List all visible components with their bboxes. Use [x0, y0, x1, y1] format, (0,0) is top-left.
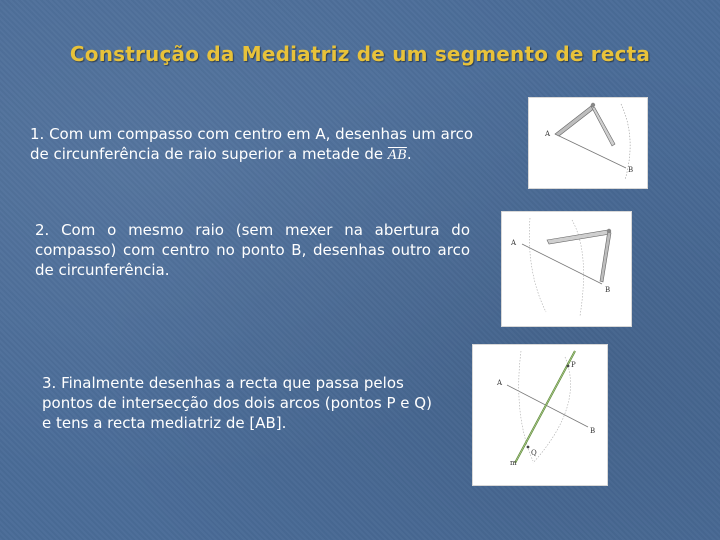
diagram-3-label-m: m [510, 459, 517, 467]
diagram-step-3 [472, 344, 608, 486]
diagram-step-1-svg [529, 98, 647, 188]
diagram-2-label-a: A [511, 239, 517, 247]
compass-leg-right [600, 230, 611, 282]
diagram-1-label-b: B [628, 166, 634, 174]
point-p [567, 365, 570, 368]
point-q [527, 446, 530, 449]
diagram-step-2-svg [502, 212, 631, 326]
diagram-step-2 [501, 211, 632, 327]
compass-leg-left [555, 106, 595, 136]
step-1-text [30, 124, 510, 166]
slide-title: Construção da Mediatriz de um segmento de recta [69, 42, 651, 66]
diagram-3-label-a: A [497, 379, 503, 387]
step-1-line-2-prefix: de circunferência de raio superior a metade de [30, 145, 384, 163]
diagram-3-label-q: Q [531, 449, 537, 457]
diagram-step-3-svg [473, 345, 607, 485]
step-1-line-2-suffix: . [406, 145, 412, 163]
arc-from-b [529, 218, 546, 312]
perpendicular-bisector-highlight [515, 351, 575, 463]
segment-ab [507, 385, 588, 427]
diagram-3-label-b: B [590, 427, 596, 435]
arc-from-a [533, 357, 571, 463]
compass-hinge [591, 103, 595, 107]
step-1-line-1: 1. Com um compasso com centro em A, desenhas um arco [30, 125, 474, 143]
diagram-1-label-a: A [545, 130, 551, 138]
compass-leg-left [547, 230, 610, 244]
segment-ab [555, 134, 626, 168]
step-3-text: 3. Finalmente desenhas a recta que passa pelos pontos de intersecção dos dois arcos (pontos P e Q) e tens a recta mediatriz de [AB]. [42, 374, 432, 432]
diagram-step-1 [528, 97, 648, 189]
diagram-3-label-p: P [571, 361, 576, 369]
segment-ab-label: $\overline{AB}$ [387, 148, 407, 163]
compass-hinge [607, 229, 611, 233]
diagram-2-label-b: B [605, 286, 611, 294]
step-2-text: 2. Com o mesmo raio (sem mexer na abertura do compasso) com centro no ponto B, desenhas outro arco de circunferência. [35, 221, 470, 279]
compass-leg-right [591, 106, 615, 146]
step-1-line-2 [30, 144, 510, 166]
